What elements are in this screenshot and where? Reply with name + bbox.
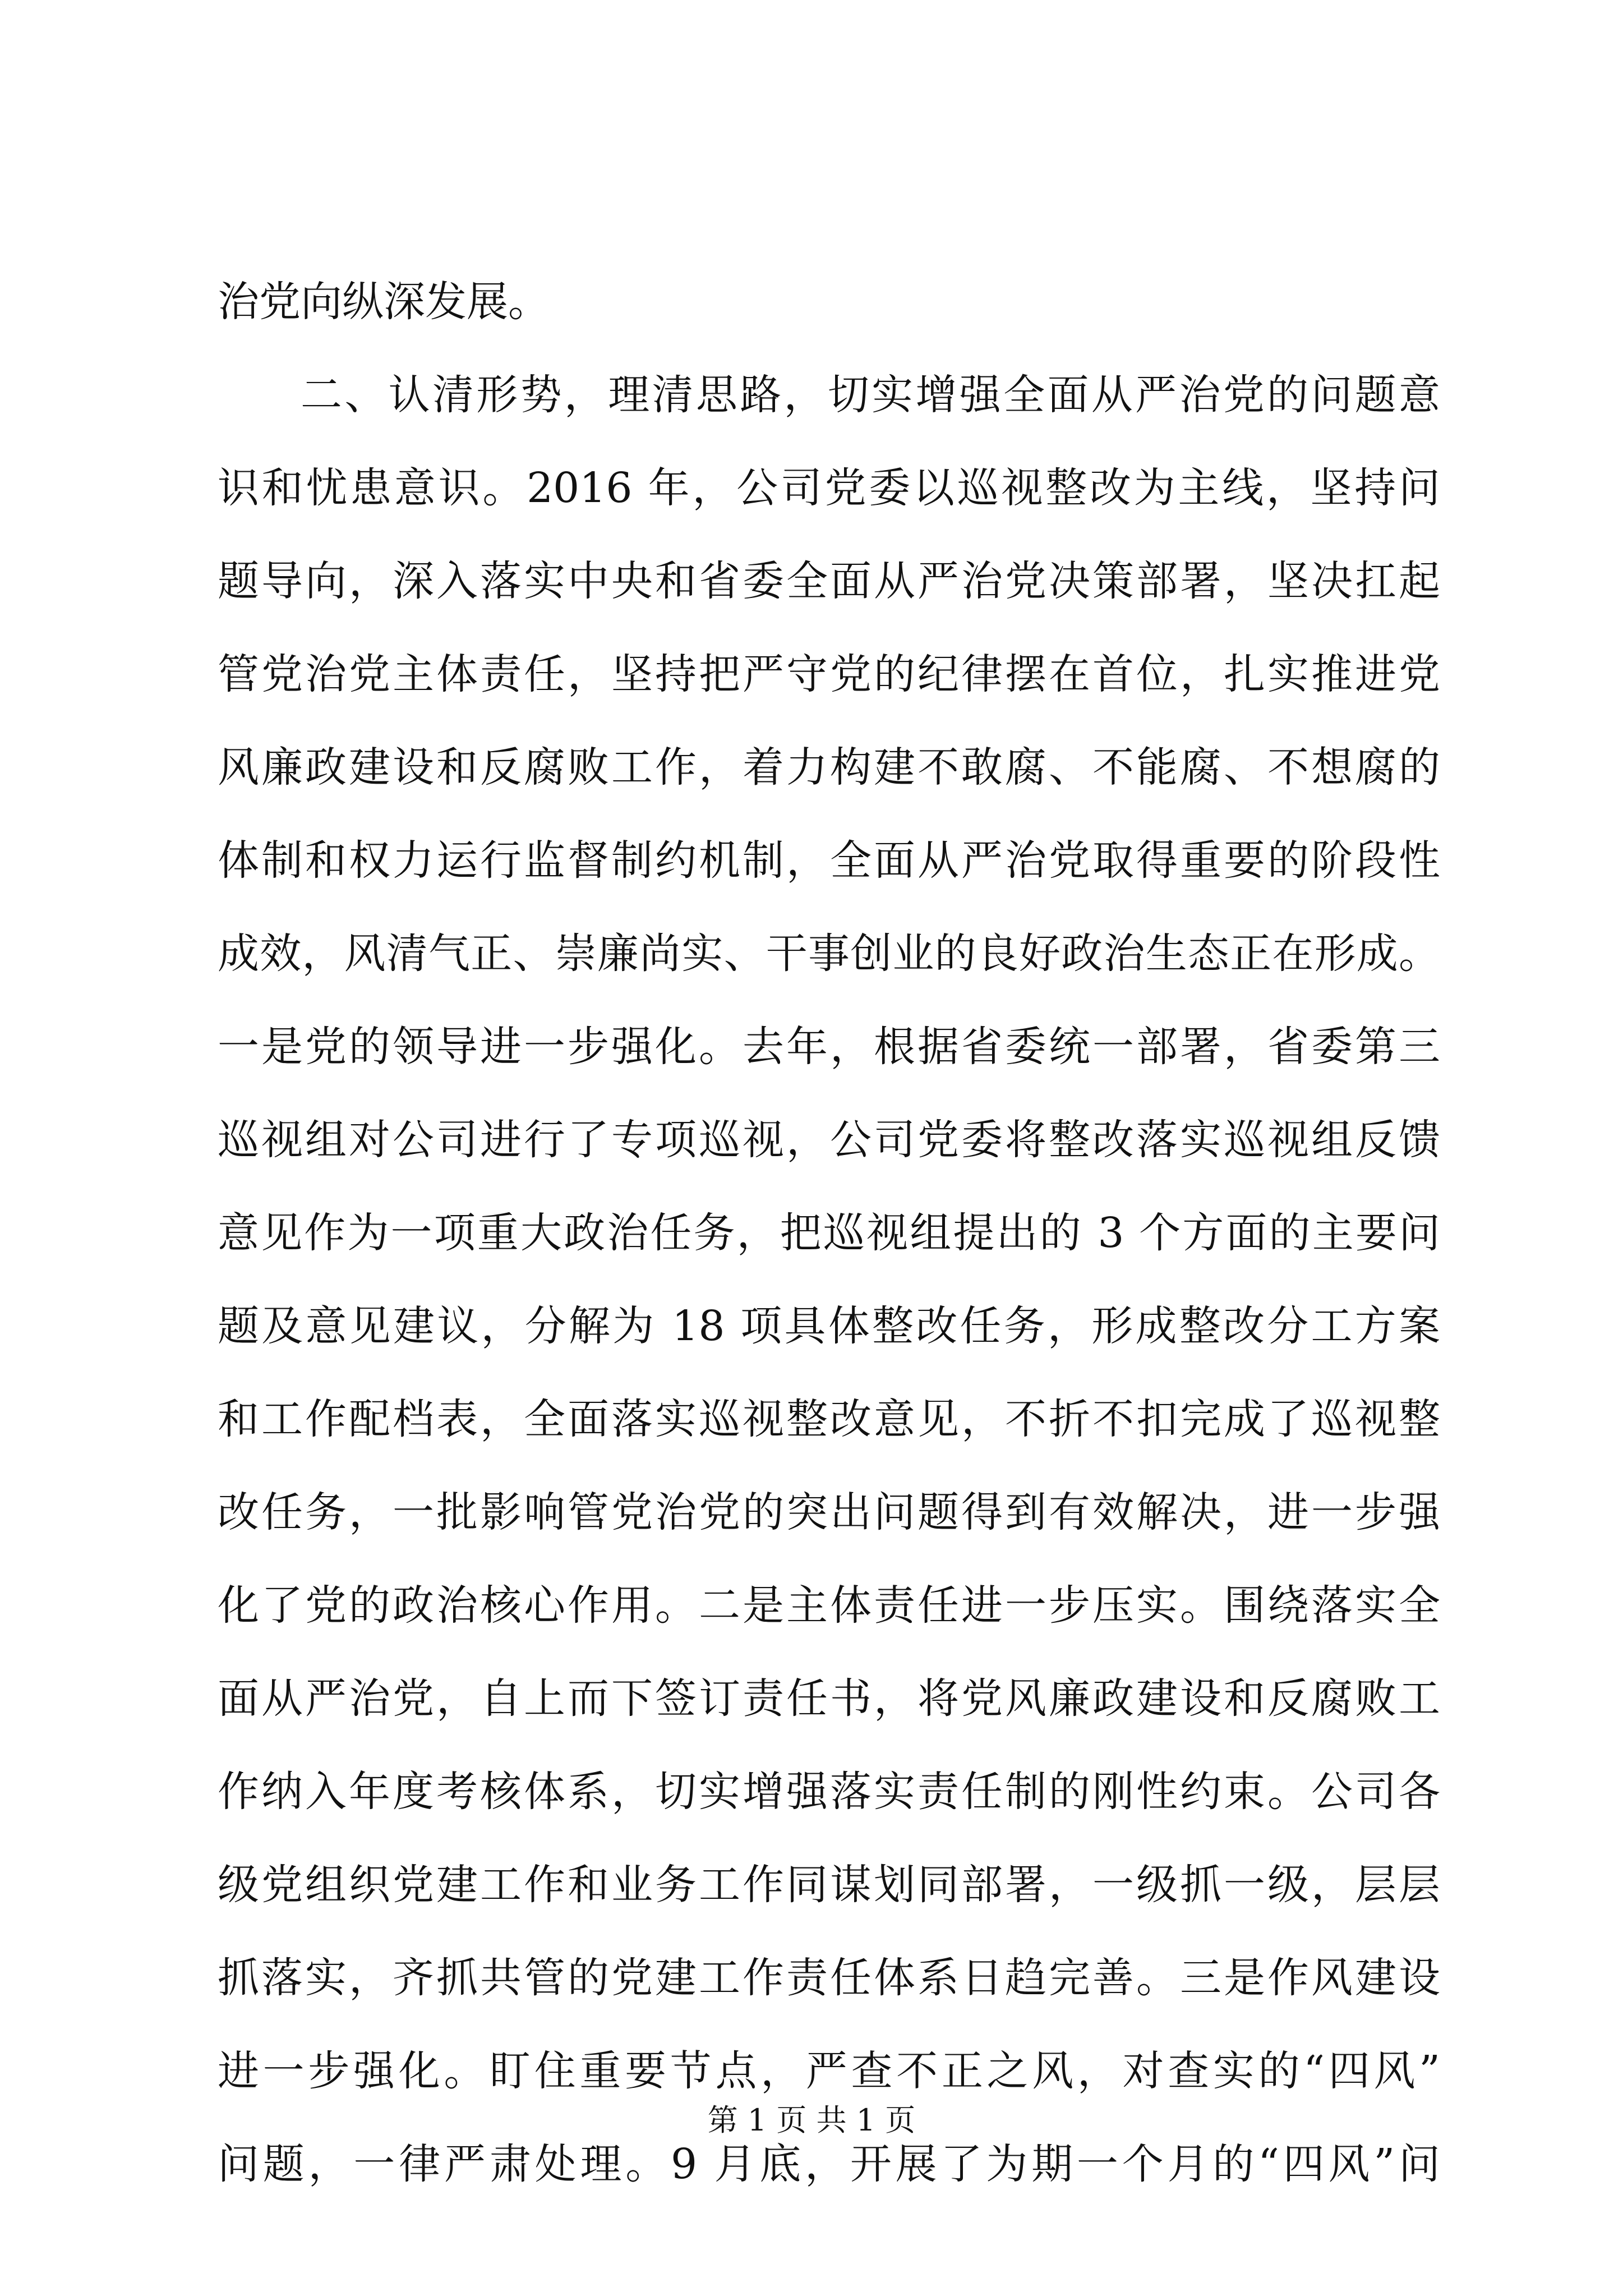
text-line-9: 一是党的领导进一步强化。去年，根据省委统一部署，省委第三: [218, 1023, 1440, 1071]
text-line-1: 治党向纵深发展。: [218, 278, 550, 326]
text-line-14: 改任务，一批影响管党治党的突出问题得到有效解决，进一步强: [218, 1488, 1440, 1536]
body-text: [218, 255, 1440, 2211]
page-footer: [0, 2101, 1623, 2140]
text-line-13: 和工作配档表，全面落实巡视整改意见，不折不扣完成了巡视整: [218, 1395, 1440, 1443]
text-line-12: 题及意见建议，分解为 18 项具体整改任务，形成整改分工方案: [218, 1302, 1440, 1350]
text-line-5: 管党治党主体责任，坚持把严守党的纪律摆在首位，扎实推进党: [218, 650, 1440, 698]
text-line-17: 作纳入年度考核体系，切实增强落实责任制的刚性约束。公司各: [218, 1768, 1440, 1816]
text-line-7: 体制和权力运行监督制约机制，全面从严治党取得重要的阶段性: [218, 836, 1440, 885]
text-line-6: 风廉政建设和反腐败工作，着力构建不敢腐、不能腐、不想腐的: [218, 743, 1440, 792]
text-line-10: 巡视组对公司进行了专项巡视，公司党委将整改落实巡视组反馈: [218, 1116, 1440, 1164]
text-line-18: 级党组织党建工作和业务工作同谋划同部署，一级抓一级，层层: [218, 1861, 1440, 1909]
text-line-19: 抓落实，齐抓共管的党建工作责任体系日趋完善。三是作风建设: [218, 1954, 1440, 2002]
text-line-16: 面从严治党，自上而下签订责任书，将党风廉政建设和反腐败工: [218, 1674, 1440, 1723]
text-line-15: 化了党的政治核心作用。二是主体责任进一步压实。围绕落实全: [218, 1581, 1440, 1630]
text-line-8: 成效，风清气正、崇廉尚实、干事创业的良好政治生态正在形成。: [218, 930, 1440, 978]
text-line-3: 识和忧患意识。2016 年，公司党委以巡视整改为主线，坚持问: [218, 464, 1440, 512]
text-line-4: 题导向，深入落实中央和省委全面从严治党决策部署，坚决扛起: [218, 557, 1440, 605]
text-line-2: 二、认清形势，理清思路，切实增强全面从严治党的问题意: [301, 371, 1440, 419]
text-line-21: 问题，一律严肃处理。9 月底，开展了为期一个月的“四风”问: [218, 2140, 1440, 2188]
page-number-label: 第 1 页 共 1 页: [707, 2102, 916, 2138]
text-line-20: 进一步强化。盯住重要节点，严查不正之风，对查实的“四风”: [218, 2047, 1440, 2095]
text-line-11: 意见作为一项重大政治任务，把巡视组提出的 3 个方面的主要问: [218, 1209, 1440, 1257]
